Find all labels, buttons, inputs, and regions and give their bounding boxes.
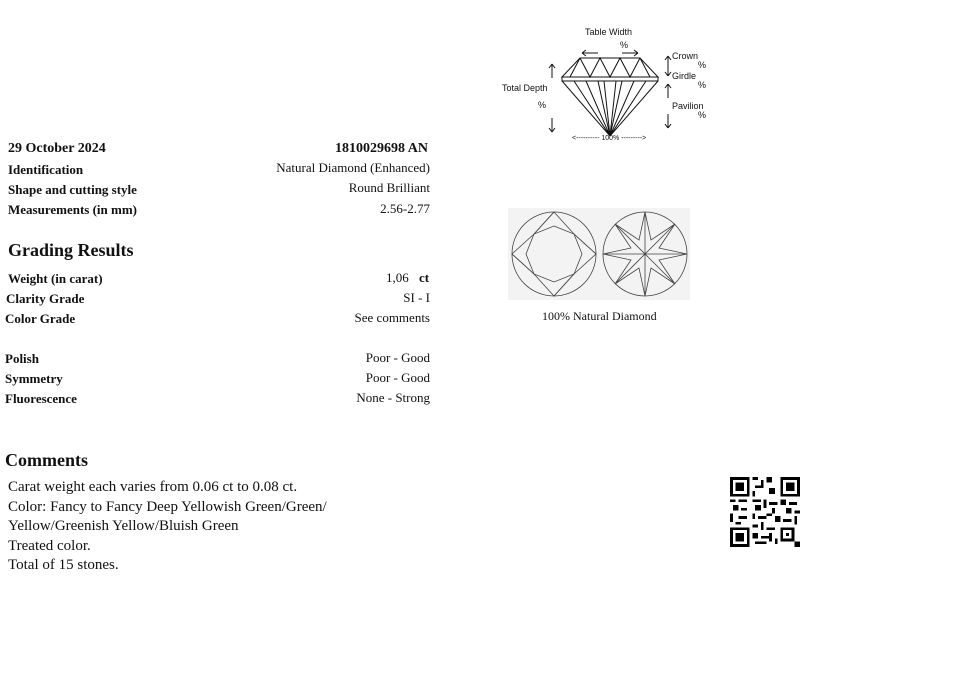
symmetry-label: Symmetry	[5, 371, 63, 386]
measurements-value: 2.56-2.77	[380, 201, 430, 216]
color-value: See comments	[354, 310, 430, 325]
clarity-value: SI - I	[403, 290, 430, 305]
total-depth-pct: %	[538, 100, 547, 110]
fluorescence-value: None - Strong	[356, 390, 430, 405]
report-date: 29 October 2024	[8, 141, 106, 156]
comment-line: Carat weight each varies from 0.06 ct to 0.08 ct.	[8, 479, 298, 495]
comment-line: Treated color.	[8, 538, 91, 554]
table-width-pct: %	[620, 40, 629, 50]
diamond-crown-plot	[510, 210, 598, 298]
symmetry-value: Poor - Good	[365, 370, 430, 385]
comments-heading: Comments	[5, 450, 88, 470]
clarity-label: Clarity Grade	[6, 291, 85, 306]
comment-line: Total of 15 stones.	[8, 557, 119, 573]
weight-unit: ct	[419, 270, 430, 285]
identification-label: Identification	[8, 162, 84, 177]
pavilion-label: Pavilion	[672, 101, 704, 111]
weight-value: 1,06	[386, 270, 409, 285]
plot-caption: 100% Natural Diamond	[542, 309, 657, 323]
diamond-pavilion-plot	[601, 210, 689, 298]
grading-results-heading: Grading Results	[8, 240, 134, 260]
girdle-label: Girdle	[672, 71, 697, 81]
diamond-profile-diagram	[540, 40, 680, 140]
report-number: 1810029698 AN	[335, 141, 428, 156]
total-depth-label: Total Depth	[502, 83, 548, 93]
fluorescence-label: Fluorescence	[5, 391, 77, 406]
shape-value: Round Brilliant	[348, 180, 430, 195]
measurements-label: Measurements (in mm)	[8, 202, 138, 217]
polish-label: Polish	[5, 351, 39, 366]
comment-line: Color: Fancy to Fancy Deep Yellowish Green/Green/	[8, 499, 327, 515]
qr-code[interactable]	[730, 477, 800, 547]
pavilion-pct: %	[698, 110, 707, 120]
shape-label: Shape and cutting style	[8, 182, 137, 197]
polish-value: Poor - Good	[365, 350, 430, 365]
crown-pct: %	[698, 60, 707, 70]
color-label: Color Grade	[5, 311, 76, 326]
table-width-label: Table Width	[585, 27, 633, 37]
identification-value: Natural Diamond (Enhanced)	[276, 160, 430, 175]
crown-label: Crown	[672, 51, 699, 61]
width-100-label: <---------- 100% --------->	[572, 135, 647, 142]
weight-label: Weight (in carat)	[8, 271, 103, 286]
girdle-pct: %	[698, 80, 707, 90]
comment-line: Yellow/Greenish Yellow/Bluish Green	[8, 518, 239, 534]
